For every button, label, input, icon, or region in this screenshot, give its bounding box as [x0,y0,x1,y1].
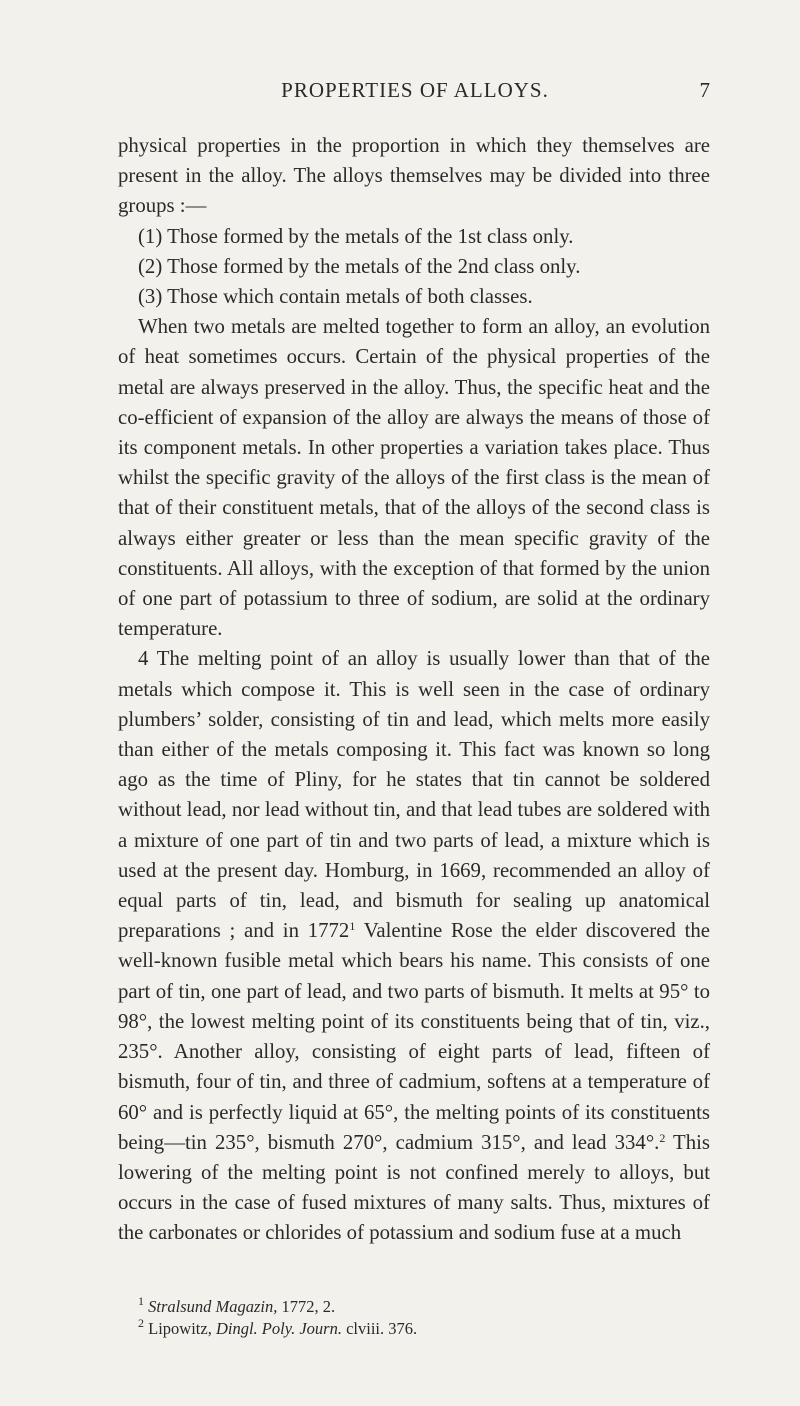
footnote-source: Dingl. Poly. Journ. [215,1319,342,1338]
melting-text-c: This lowering of the melting point is not confined merely to alloys, but occurs in the case of fused mixtures of many salts. Thus, mixtures of the carbonates or chlorides of potassium and sodium fuse at a much [118,1130,710,1245]
footnote-ref-1: 1 [349,919,356,934]
footnote-source: Stralsund Magazin, [148,1297,278,1316]
paragraph-melting-point [118,644,710,1248]
footnote-2 [118,1318,710,1340]
page-number: 7 [699,78,710,102]
footnote-rest: 1772, 2. [277,1297,336,1316]
footnote-rest: clviii. 376. [341,1319,418,1338]
paragraph-intro: physical properties in the proportion in which they themselves are present in the alloy. The alloys themselves may be divided into three groups :— [118,134,710,218]
paragraph-heat: When two metals are melted together to form an alloy, an evolution of heat sometimes occurs. Certain of the physical properties of the metal are always preserved in the alloy. Thus, the specific heat and the co-efficient of expansion of the alloy are always the means of those of its component metals. In other properties a variation takes place. Thus whilst the specific gravity of the alloys of the first class is the mean of that of their constituent metals, that of the alloys of the second class is always either greater or less than the mean specific gravity of the constituents. All alloys, with the exception of that formed by the union of one part of potassium to three of sodium, are solid at the ordinary temperature. [118,315,710,641]
body-text [118,131,710,1249]
melting-text-a: 4 The melting point of an alloy is usually lower than that of the metals which compose it. This is well seen in the case of ordinary plumbers’ solder, consisting of tin and lead, which melts more easily than either of the metals composing it. This fact was known so long ago as the time of Pliny, for he states that tin cannot be soldered without lead, nor lead without tin, and that lead tubes are soldered with a mixture of one part of tin and two parts of lead, a mixture which is used at the present day. Homburg, in 1669, recommended an alloy of equal parts of tin, lead, and bismuth for sealing up anatomical preparations ; and in 1772 [118,647,710,943]
footnotes [118,1296,710,1340]
running-head [120,78,710,108]
running-title: PROPERTIES OF ALLOYS. [281,78,549,102]
footnote-mark: 2 [138,1316,144,1330]
melting-text-b: Valentine Rose the elder discovered the well-known fusible metal which bears his name. This consists of one part of tin, one part of lead, and two parts of bismuth. It melts at 95° to 98°, the lowest melting point of its constituents being that of tin, viz., 235°. Another alloy, consisting of eight parts of lead, fifteen of bismuth, four of tin, and three of cadmium, softens at a temperature of 60° and is perfectly liquid at 65°, the melting points of its constituents being—tin 235°, bismuth 270°, cadmium 315°, and lead 334°. [118,919,710,1154]
list-item-1: (1) Those formed by the metals of the 1st class only. [138,224,574,248]
list-item-2: (2) Those formed by the metals of the 2nd class only. [138,254,581,278]
footnote-author: Lipowitz, [148,1319,216,1338]
footnote-ref-2: 2 [659,1130,666,1145]
footnote-1 [118,1296,710,1318]
footnote-mark: 1 [138,1294,144,1308]
list-item-3: (3) Those which contain metals of both classes. [138,285,533,309]
